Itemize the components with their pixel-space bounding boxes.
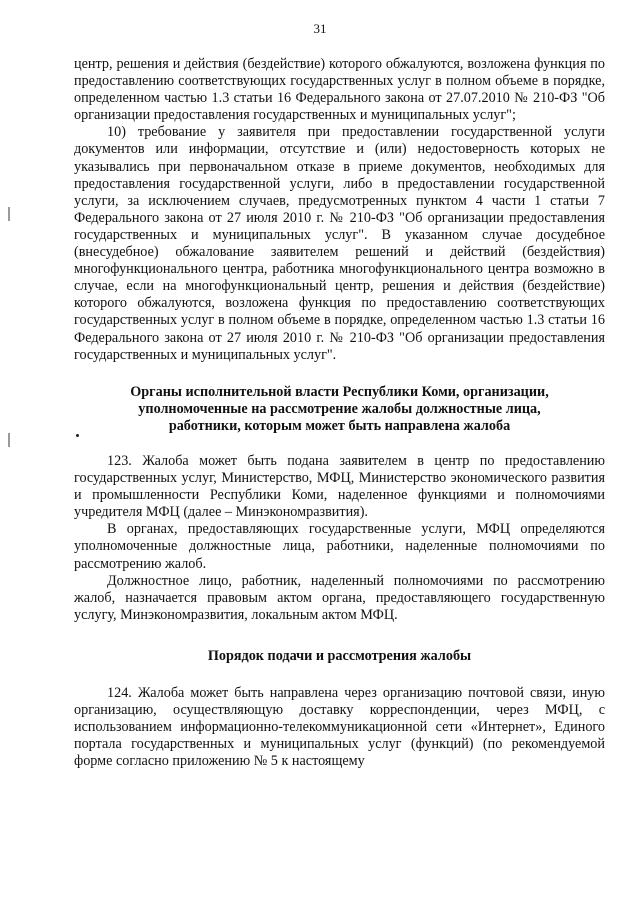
scan-margin-mark (8, 207, 10, 221)
paragraph-123: 123. Жалоба может быть подана заявителем в центр по предоставлению государственных услуг, Министерство, МФЦ, Министерство экономического развития и промышленности Республики Коми, наделенное функциями и полномочиями учредителя МФЦ (далее – Минэкономразвития). (74, 452, 605, 521)
page-number: 31 (313, 21, 327, 36)
paragraph-authorized-persons: В органах, предоставляющих государственные услуги, МФЦ определяются уполномоченные должностные лица, работники, наделенные полномочиями по рассмотрению жалоб. (74, 521, 605, 572)
document-body (74, 56, 605, 770)
section-heading-authorities: Органы исполнительной власти Республики Коми, организации, уполномоченные на рассмотрение жалобы должностные лица, работники, которым может быть направлена жалоба (130, 383, 549, 434)
scan-margin-mark (8, 433, 10, 447)
section-heading-procedure: Порядок подачи и рассмотрения жалобы (207, 647, 472, 664)
paragraph-appointment: Должностное лицо, работник, наделенный полномочиями по рассмотрению жалоб, назначается правовым актом органа, предоставляющего государственную услугу, Минэкономразвития, локальным актом МФЦ. (74, 572, 605, 623)
paragraph-124: 124. Жалоба может быть направлена через организацию почтовой связи, иную организацию, осуществляющую доставку корреспонденции, через МФЦ, с использованием информационно-телекоммуникационной сети «Интернет», Единого портала государственных и муниципальных услуг (функций) (по рекомендуемой форме согласно приложению № 5 к настоящему (74, 685, 605, 770)
paragraph-continuation: центр, решения и действия (бездействие) которого обжалуются, возложена функция по предоставлению соответствующих государственных услуг в полном объеме в порядке, определенном частью 1.3 статьи 16 Федерального закона от 27.07.2010 № 210-ФЗ "Об организации предоставления государственных и муниципальных услуг"; (74, 56, 605, 124)
paragraph-item-10: 10) требование у заявителя при предоставлении государственной услуги документов или информации, отсутствие и (или) недостоверность которых не указывались при первоначальном отказе в приеме документов, необходимых для предоставления государственной услуги, либо в предоставлении государственной услуги, за исключением случаев, предусмотренных пунктом 4 части 1 статьи 7 Федерального закона от 27 июля 2010 г. № 210-ФЗ "Об организации предоставления государственных и муниципальных услуг". В указанном случае досудебное (внесудебное) обжалование заявителем решений и действий (бездействия) многофункционального центра, работника многофункционального центра возможно в случае, если на многофункциональный центр, решения и действия (бездействие) которого обжалуются, возложена функция по предоставлению соответствующих государственных услуг в полном объеме в порядке, определенном частью 1.3 статьи 16 Федерального закона от 27 июля 2010 г. № 210-ФЗ "Об организации предоставления государственных и муниципальных услуг". (74, 124, 605, 363)
